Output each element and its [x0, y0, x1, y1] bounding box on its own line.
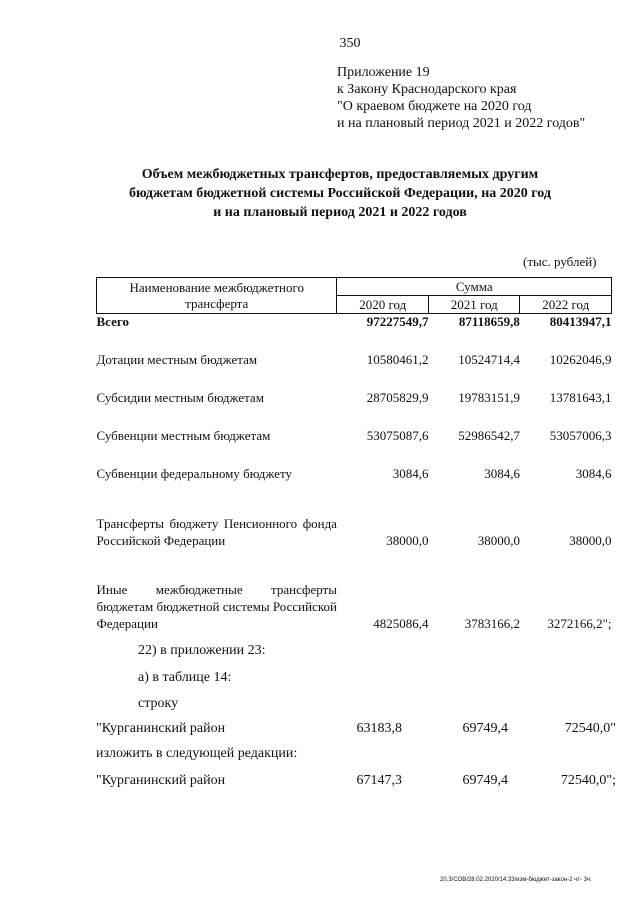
amendment-subitem: а) в таблице 14:	[138, 670, 232, 685]
title-line: бюджетам бюджетной системы Российской Федерации, на 2020 год	[129, 186, 551, 201]
appendix-line: Приложение 19	[337, 65, 430, 80]
row-value-2022: 10262046,9	[549, 352, 612, 367]
row-value-2021: 3084,6	[484, 466, 520, 481]
amendment-item: 22) в приложении 23:	[138, 643, 266, 658]
row-value-2021: 3783166,2	[464, 616, 520, 631]
row-value-2020: 97227549,7	[366, 314, 429, 329]
title-line: Объем межбюджетных трансфертов, предоставляемых другим	[141, 167, 539, 182]
row-value-2022: 80413947,1	[549, 314, 612, 329]
units-label: (тыс. рублей)	[523, 254, 597, 269]
row-name: Иные межбюджетные трансферты бюджетам бюджетной системы Российской Федерации	[96, 582, 337, 631]
table-row	[97, 330, 612, 368]
row-value-2020: 53075087,6	[366, 428, 429, 443]
appendix-line: "О краевом бюджете на 2020 год	[337, 99, 532, 114]
row-value-2021: 10524714,4	[458, 352, 520, 367]
table-row	[97, 444, 612, 482]
row-value-2021: 19783151,9	[458, 390, 520, 405]
page-number: 350	[339, 36, 361, 51]
row-value-2021: 38000,0	[477, 533, 520, 548]
table-row	[97, 368, 612, 406]
header-year-2020: 2020 год	[337, 296, 428, 314]
old-row-value-2021: 69749,4	[462, 721, 508, 736]
row-value-2022: 53057006,3	[549, 428, 612, 443]
appendix-line: к Закону Краснодарского края	[337, 82, 517, 97]
new-row-value-2022: 72540,0";	[560, 773, 616, 788]
document-title	[60, 165, 620, 222]
row-value-2020: 10580461,2	[366, 352, 429, 367]
new-row-value-2021: 69749,4	[462, 773, 508, 788]
table-row	[97, 406, 612, 444]
old-row-value-2022: 72540,0"	[564, 721, 616, 736]
header-sum: Сумма	[337, 278, 612, 296]
row-value-2020: 4825086,4	[373, 616, 429, 631]
header-year-2022: 2022 год	[520, 296, 612, 314]
header-name: Наименование межбюджетного трансферта	[97, 278, 337, 314]
appendix-header	[337, 64, 585, 132]
row-name: Всего	[96, 314, 129, 329]
row-value-2022: 3272166,2";	[547, 616, 612, 631]
row-name: Субвенции местным бюджетам	[96, 428, 271, 443]
row-value-2020: 28705829,9	[366, 390, 429, 405]
old-row-value-2020: 63183,8	[356, 721, 402, 736]
row-value-2022: 13781643,1	[549, 390, 612, 405]
appendix-line: и на плановый период 2021 и 2022 годов"	[337, 116, 586, 131]
old-row-name: "Курганинский район	[96, 721, 226, 736]
row-value-2021: 52986542,7	[458, 428, 520, 443]
table-row	[97, 482, 612, 549]
replace-instruction: изложить в следующей редакции:	[96, 746, 298, 761]
transfers-table	[96, 277, 612, 632]
row-value-2020: 3084,6	[392, 466, 429, 481]
row-name: Субвенции федеральному бюджету	[96, 466, 292, 481]
table-row	[97, 549, 612, 632]
row-name: Трансферты бюджету Пенсионного фонда Российской Федерации	[96, 516, 337, 548]
row-value-2021: 87118659,8	[458, 314, 520, 329]
new-row-value-2020: 67147,3	[356, 773, 402, 788]
row-value-2022: 3084,6	[575, 466, 612, 481]
row-value-2020: 38000,0	[386, 533, 429, 548]
footer-code: 20.3/СОВ/28.02.2020/14:33/изм-бюджет-закон-2 чт- 3ч.	[440, 877, 592, 883]
amendment-row-word: строку	[138, 696, 179, 711]
row-value-2022: 38000,0	[569, 533, 612, 548]
header-year-2021: 2021 год	[428, 296, 519, 314]
new-row-name: "Курганинский район	[96, 773, 226, 788]
title-line: и на плановый период 2021 и 2022 годов	[213, 205, 467, 220]
table-row	[97, 314, 612, 331]
row-name: Субсидии местным бюджетам	[96, 390, 264, 405]
row-name: Дотации местным бюджетам	[96, 352, 258, 367]
